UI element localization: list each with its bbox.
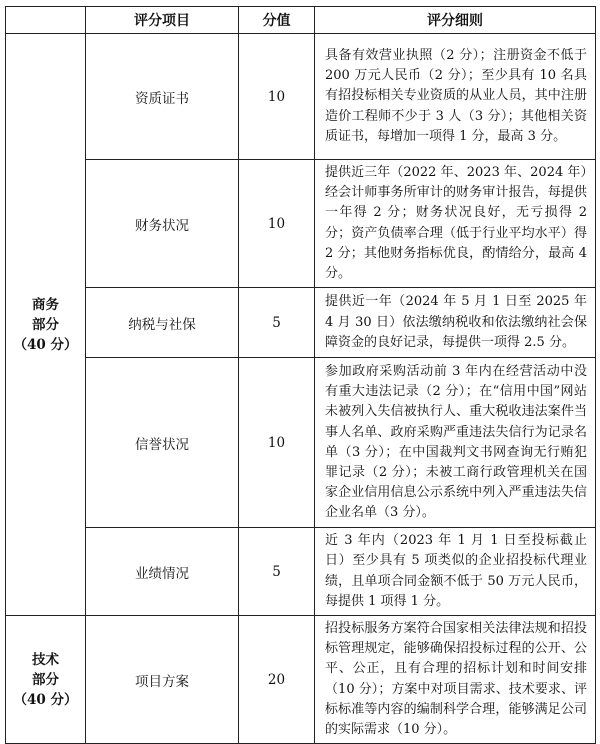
item-rule: 参加政府采购活动前 3 年内在经营活动中没有重大违法记录（2 分）；在“信用中国”网站未被列入失信被执行人、重大税收违法案件当事人名单、政府采购严重违法失信行为记录名单（3 分）；在中国裁判文书网查询无行贿犯罪记录（2 分）；未被工商行政管理机关在国家企业信用信息公示系统中列入严重违法失信企业名单（3 分）。 — [315, 358, 596, 528]
table-row — [6, 528, 596, 616]
item-score: 10 — [239, 34, 315, 160]
category-technical — [6, 616, 86, 744]
category-label: 商务 — [32, 296, 59, 313]
table-row — [6, 34, 596, 160]
scoring-table — [5, 6, 596, 744]
item-rule: 提供近一年（2024 年 5 月 1 日至 2025 年 4 月 30 日）依法缴纳税收和依法缴纳社会保障资金的良好记录，每提供一项得 2.5 分。 — [315, 288, 596, 358]
category-label: 技术 — [32, 651, 59, 668]
header-item: 评分项目 — [86, 7, 239, 34]
category-points: （40 分） — [13, 691, 78, 708]
table-row — [6, 160, 596, 288]
item-name: 业绩情况 — [86, 528, 239, 616]
item-name: 项目方案 — [86, 616, 239, 744]
item-score: 5 — [239, 288, 315, 358]
item-name: 财务状况 — [86, 160, 239, 288]
category-business — [6, 34, 86, 616]
item-rule: 近 3 年内（2023 年 1 月 1 日至投标截止日）至少具有 5 项类似的企业招投标代理业绩，且单项合同金额不低于 50 万元人民币，每提供 1 项得 1 分。 — [315, 528, 596, 616]
item-name: 信誉状况 — [86, 358, 239, 528]
item-score: 20 — [239, 616, 315, 744]
table-row — [6, 288, 596, 358]
header-category — [6, 7, 86, 34]
item-rule: 招投标服务方案符合国家相关法律法规和招投标管理规定，能够确保招投标过程的公开、公平、公正，且有合理的招标计划和时间安排（10 分）；方案中对项目需求、技术要求、评标标准等内容的编制科学合理，能够满足公司的实际需求（10 分）。 — [315, 616, 596, 744]
item-name: 资质证书 — [86, 34, 239, 160]
item-score: 5 — [239, 528, 315, 616]
item-score: 10 — [239, 160, 315, 288]
category-points: （40 分） — [13, 336, 78, 353]
header-row — [6, 7, 596, 34]
category-label: 部分 — [32, 671, 59, 688]
table-row — [6, 358, 596, 528]
header-rule: 评分细则 — [315, 7, 596, 34]
item-score: 10 — [239, 358, 315, 528]
header-score: 分值 — [239, 7, 315, 34]
category-label: 部分 — [32, 316, 59, 333]
item-rule: 具备有效营业执照（2 分）；注册资金不低于 200 万元人民币（2 分）；至少具有 10 名具有招投标相关专业资质的从业人员，其中注册造价工程师不少于 3 人（3 分）；其他相关资质证书，每增加一项得 1 分，最高 3 分。 — [315, 34, 596, 160]
item-name: 纳税与社保 — [86, 288, 239, 358]
table-row — [6, 616, 596, 744]
item-rule: 提供近三年（2022 年、2023 年、2024 年）经会计师事务所审计的财务审计报告，每提供一年得 2 分；财务状况良好，无亏损得 2 分；资产负债率合理（低于行业平均水平）得 2 分；其他财务指标优良，酌情给分，最高 4 分。 — [315, 160, 596, 288]
